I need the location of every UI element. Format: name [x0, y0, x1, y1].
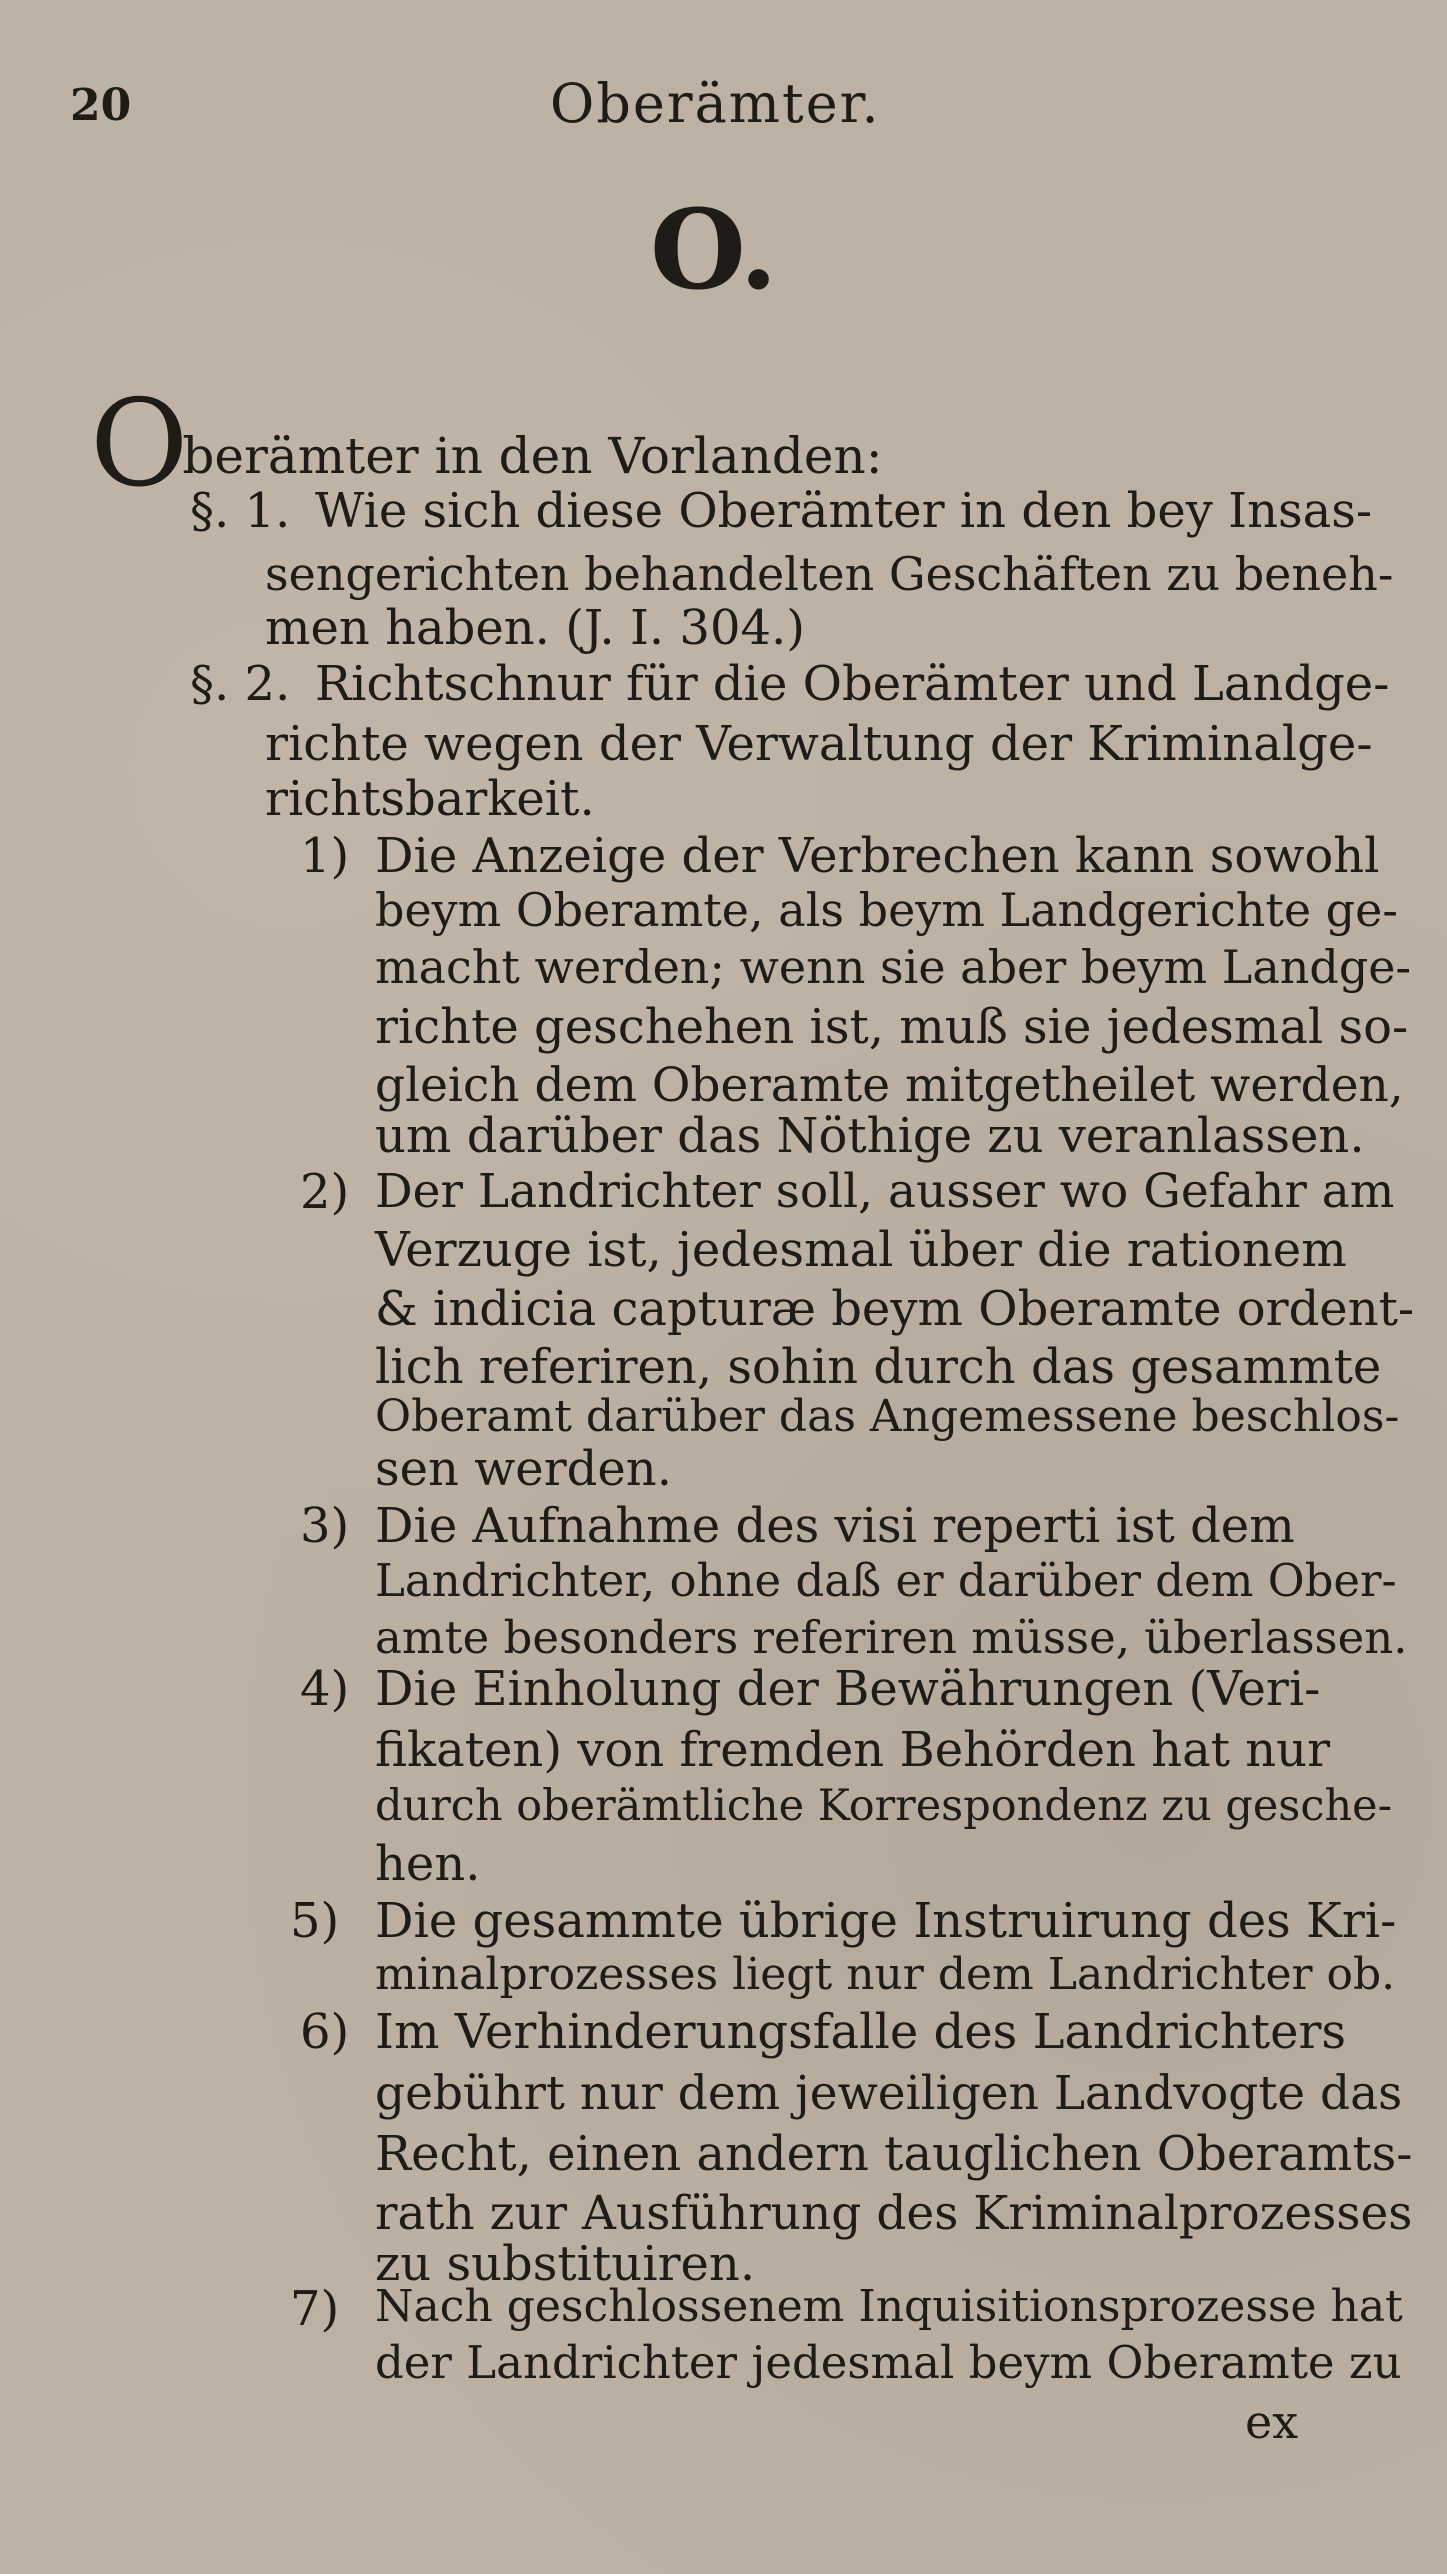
text-line: Wie sich diese Oberämter in den bey Insas- [315, 483, 1373, 539]
text-line: lich referiren, sohin durch das gesammte [375, 1339, 1382, 1395]
text-line: beym Oberamte, als beym Landgerichte ge- [375, 883, 1398, 937]
text-line: men haben. (J. I. 304.) [265, 600, 806, 656]
text-line: Die Anzeige der Verbrechen kann sowohl [375, 828, 1380, 884]
text-line: Nach geschlossenem Inquisitionsprozesse hat [375, 2281, 1403, 2332]
catchword: ex [1245, 2395, 1299, 2449]
text-line: Im Verhinderungsfalle des Landrichters [375, 2004, 1347, 2060]
text-line: sen werden. [375, 1441, 672, 1497]
paragraph-number: §. 2. [190, 656, 291, 712]
text-line: minalprozesses liegt nur dem Landrichter ob. [375, 1949, 1396, 2000]
section-letter: O. [650, 185, 778, 314]
text-line: gebührt nur dem jeweiligen Landvogte das [375, 2066, 1403, 2121]
text-line: & indicia capturæ beym Oberamte ordent- [375, 1281, 1415, 1337]
item-number: 2) [300, 1164, 350, 1220]
text-line: fikaten) von fremden Behörden hat nur [375, 1722, 1331, 1778]
text-line: richte wegen der Verwaltung der Kriminalge- [265, 716, 1373, 772]
item-number: 5) [290, 1893, 340, 1949]
entry-heading-text: berämter in den Vorlanden: [182, 427, 883, 485]
running-head: Oberämter. [550, 72, 881, 135]
text-line: gleich dem Oberamte mitgetheilet werden, [375, 1058, 1404, 1113]
text-line: Die gesammte übrige Instruirung des Kri- [375, 1893, 1397, 1949]
item-number: 6) [300, 2004, 350, 2060]
text-line: hen. [375, 1836, 481, 1892]
text-line: Richtschnur für die Oberämter und Landge- [315, 656, 1390, 712]
text-line: rath zur Ausführung des Kriminalprozesses [375, 2186, 1413, 2241]
text-line: Landrichter, ohne daß er darüber dem Ober- [375, 1554, 1397, 1607]
drop-initial: O [90, 375, 189, 514]
text-line: macht werden; wenn sie aber beym Landge- [375, 940, 1412, 994]
item-number: 4) [300, 1661, 350, 1717]
item-number: 1) [300, 828, 350, 884]
text-line: richte geschehen ist, muß sie jedesmal so- [375, 999, 1409, 1055]
text-line: Recht, einen andern tauglichen Oberamts- [375, 2126, 1413, 2182]
text-line: Die Einholung der Bewährungen (Veri- [375, 1661, 1321, 1717]
text-line: zu substituiren. [375, 2236, 756, 2292]
text-line: amte besonders referiren müsse, überlassen. [375, 1611, 1408, 1664]
paragraph-number: §. 1. [190, 483, 291, 539]
text-line: sengerichten behandelten Geschäften zu beneh- [265, 547, 1394, 601]
text-line: um darüber das Nöthige zu veranlassen. [375, 1108, 1365, 1164]
item-number: 3) [300, 1498, 350, 1554]
text-line: der Landrichter jedesmal beym Oberamte zu [375, 2336, 1402, 2389]
text-line: Der Landrichter soll, ausser wo Gefahr am [375, 1164, 1395, 1219]
text-line: Verzuge ist, jedesmal über die rationem [375, 1222, 1347, 1278]
text-line: Oberamt darüber das Angemessene beschlos- [375, 1391, 1400, 1442]
text-line: Die Aufnahme des visi reperti ist dem [375, 1498, 1295, 1554]
text-line: durch oberämtliche Korrespondenz zu gesche- [375, 1781, 1393, 1831]
page-number: 20 [70, 80, 132, 131]
item-number: 7) [290, 2281, 340, 2337]
text-line: richtsbarkeit. [265, 771, 595, 827]
